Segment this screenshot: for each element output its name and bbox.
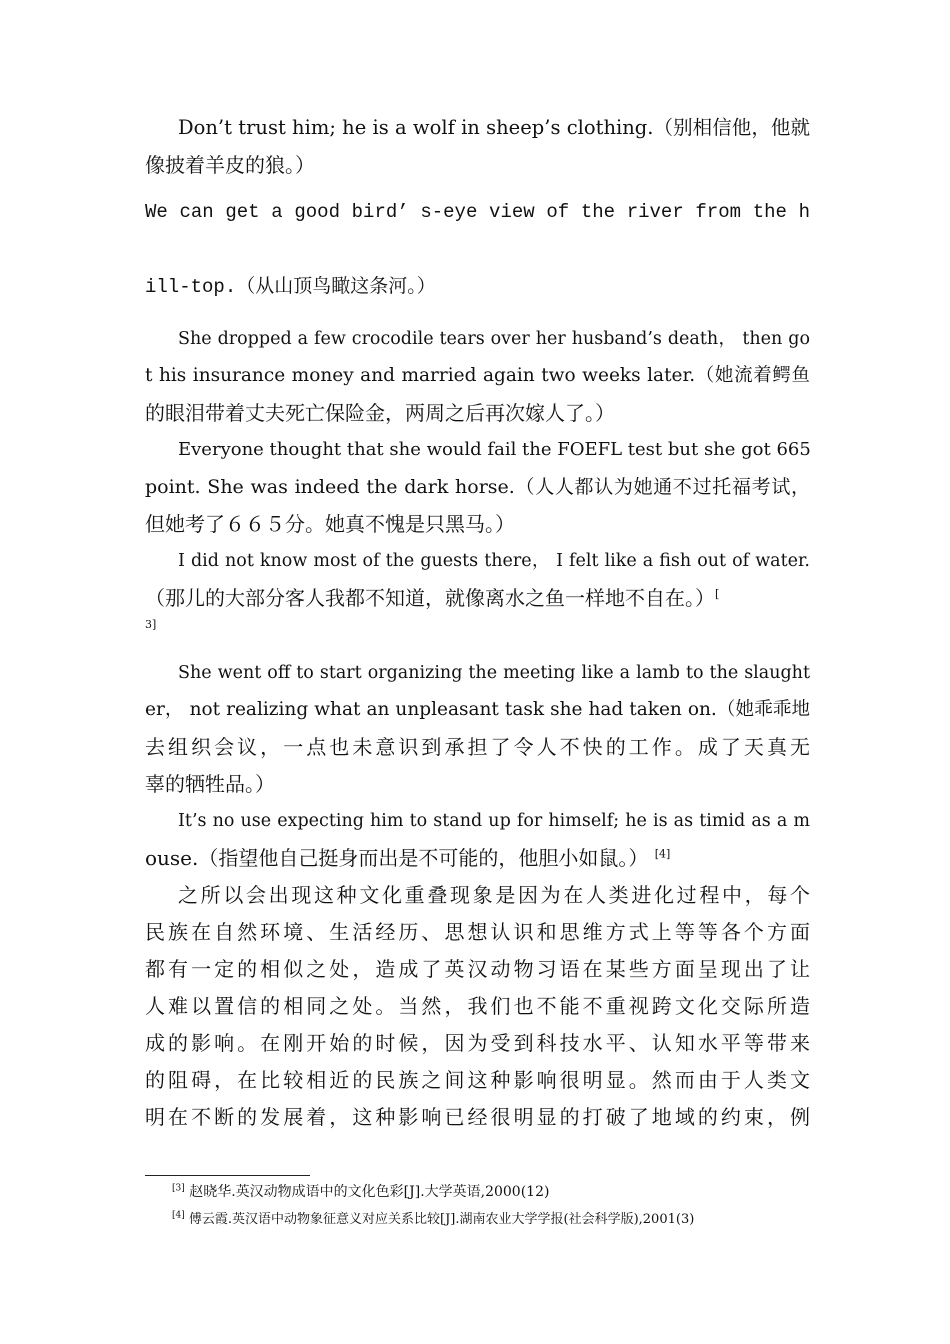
citation-mark: [4] (654, 847, 671, 861)
footnote (172, 1183, 549, 1201)
footnote-separator (145, 1175, 310, 1176)
text-line: 都有一定的相似之处，造成了英汉动物习语在某些方面呈现出了让 (145, 957, 810, 981)
text-line: Everyone thought that she would fail the FOEFL test but she got 665 (178, 439, 811, 460)
text-line: 的阻碍，在比较相近的民族之间这种影响很明显。然而由于人类文 (145, 1068, 810, 1092)
text-line: point. She was indeed the dark horse.（人人都认为她通不过托福考试， (145, 476, 810, 498)
text-line: It’s no use expecting him to stand up for himself; he is as timid as a m (178, 811, 810, 831)
footnote (172, 1211, 694, 1229)
text-line: 但她考了６６５分。她真不愧是只黑马。） (145, 512, 515, 536)
text-line: 成的影响。在刚开始的时候，因为受到科技水平、认知水平等带来 (145, 1031, 810, 1055)
text-line: 像披着羊皮的狼。） (145, 153, 315, 177)
text-line: She dropped a few crocodile tears over her husband’s death， then go (178, 329, 810, 349)
footnote-text: 傅云霞.英汉语中动物象征意义对应关系比较[J].湖南农业大学学报(社会科学版),2001(3) (188, 1212, 695, 1227)
text-line: We can get a good bird’ s-eye view of the river from the h (145, 201, 810, 223)
text-line: 去组织会议，一点也未意识到承担了令人不快的工作。成了天真无 (145, 735, 810, 759)
text-line: 人难以置信的相同之处。当然，我们也不能不重视跨文化交际所造 (145, 994, 810, 1018)
citation-mark-continued: 3] (145, 618, 157, 631)
footnote-mark: [3] (172, 1183, 185, 1194)
text-line-body: （那儿的大部分客人我都不知道，就像离水之鱼一样地不自在。） (145, 586, 715, 610)
text-line-body: ouse.（指望他自己挺身而出是不可能的，他胆小如鼠。） (145, 846, 649, 870)
citation-mark: [ (715, 587, 720, 601)
text-line: 之所以会出现这种文化重叠现象是因为在人类进化过程中，每个 (178, 883, 810, 907)
text-line: 明在不断的发展着，这种影响已经很明显的打破了地域的约束，例 (145, 1105, 810, 1129)
text-line: I did not know most of the guests there， I felt like a fish out of water. (178, 551, 810, 571)
text-line: 的眼泪带着丈夫死亡保险金，两周之后再次嫁人了。） (145, 401, 615, 425)
footnote-text: 赵晓华.英汉动物成语中的文化色彩[J].大学英语,2000(12) (189, 1184, 550, 1200)
text-line: 辜的牺牲品。） (145, 772, 275, 796)
text-line: She went off to start organizing the meeting like a lamb to the slaught (178, 663, 810, 683)
text-line: Don’t trust him; he is a wolf in sheep’s clothing.（别相信他，他就 (178, 116, 810, 139)
footnote-mark: [4] (172, 1210, 185, 1221)
text-line: t his insurance money and married again two weeks later.（她流着鳄鱼 (145, 365, 810, 386)
text-line: er， not realizing what an unpleasant task she had taken on.（她乖乖地 (145, 699, 810, 720)
text-line: 民族在自然环境、生活经历、思想认识和思维方式上等等各个方面 (145, 920, 810, 944)
text-line (145, 846, 810, 870)
text-line (145, 586, 810, 610)
text-line: ill-top.（从山顶鸟瞰这条河。） (145, 276, 436, 298)
